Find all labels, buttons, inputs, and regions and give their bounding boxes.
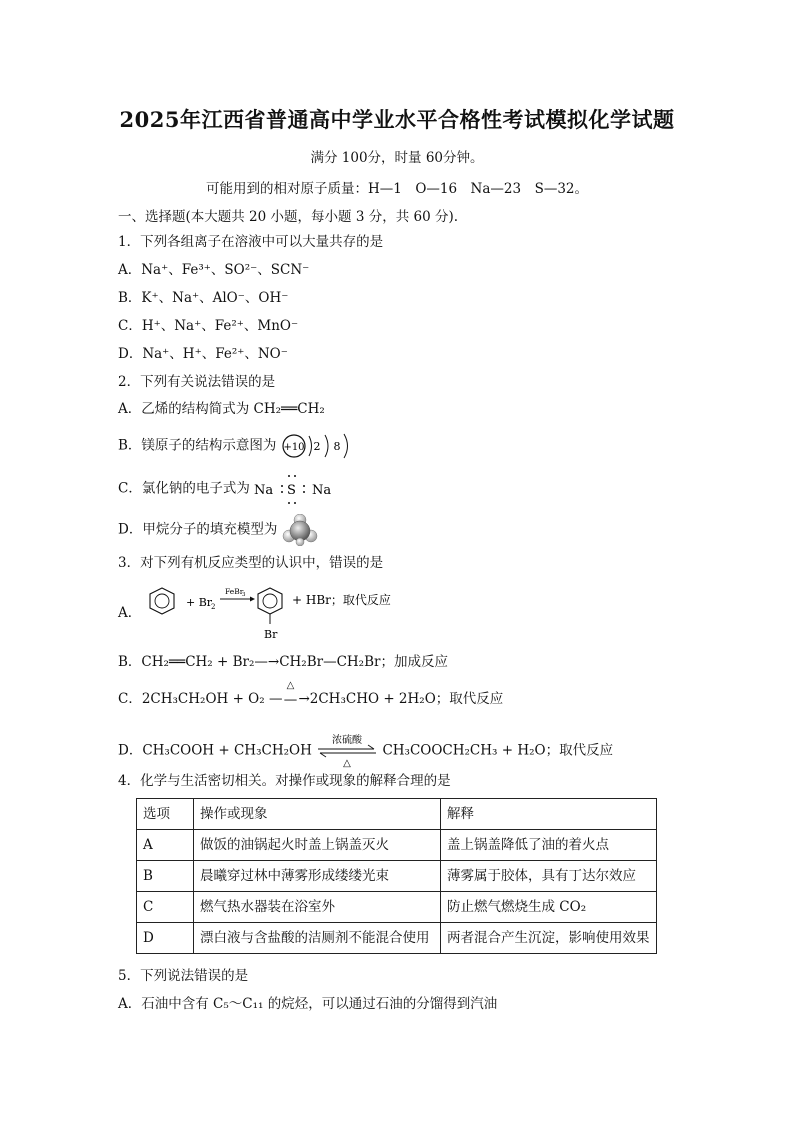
q2-option-c [118,472,334,506]
score-time-note: 满分 100分，时量 60分钟。 [310,150,484,166]
q4-stem: 4．化学与生活密切相关。对操作或现象的解释合理的是 [118,773,451,789]
q1-option-b: B．K⁺、Na⁺、AlO⁻、OH⁻ [118,290,289,306]
electron-formula [254,472,334,506]
table-cell: 盖上锅盖降低了油的着火点 [441,830,657,861]
q2-option-b-label: B．镁原子的结构示意图为 [118,437,277,454]
table-header-row [137,799,657,830]
q3-option-c-condition-box: △ — [282,691,298,709]
table-cell: 晨曦穿过林中薄雾形成缕缕光束 [194,861,441,892]
table-cell: A [137,830,194,861]
table-cell: 做饭的油锅起火时盖上锅盖灭火 [194,830,441,861]
q3-option-c [118,679,504,709]
table-header-explanation: 解释 [441,799,657,830]
q4-table [136,798,657,954]
electron-formula-left-na: Na [254,483,274,498]
reactant-br2: + Br [186,596,213,609]
atomic-mass-note: 可能用到的相对原子质量：H—1 O—16 Na—23 S—32。 [205,181,589,197]
q3-option-d [118,734,613,768]
q3-option-a-label: A． [118,605,142,621]
q3-option-c-right: →2CH₃CHO + 2H₂O；取代反应 [298,691,504,707]
catalyst-label: FeBr [225,587,244,596]
reversible-arrow [316,734,378,768]
product-br-label: Br [264,628,278,641]
table-cell: 防止燃气燃烧生成 CO₂ [441,892,657,923]
reversible-arrow-bottom-label: △ [343,758,351,768]
table-cell: 漂白液与含盐酸的洁厕剂不能混合使用 [194,923,441,954]
q3-option-c-left: C．2CH₃CH₂OH + O₂ — [118,691,283,707]
q5-stem: 5．下列说法错误的是 [118,968,249,984]
q1-option-c: C．H⁺、Na⁺、Fe²⁺、MnO⁻ [118,318,299,334]
q2-option-d-label: D．甲烷分子的填充模型为 [118,521,278,538]
table-row [137,892,657,923]
q2-stem: 2．下列有关说法错误的是 [118,374,276,390]
atom-nucleus-label: +10 [283,442,305,453]
q3-option-d-left: D．CH₃COOH + CH₃CH₂OH [118,742,312,759]
electron-formula-s: S [287,483,297,498]
table-row [137,861,657,892]
section-heading: 一、选择题(本大题共 20 小题，每小题 3 分，共 60 分). [118,209,459,225]
atom-structure-diagram [281,431,356,461]
q1-option-a: A．Na⁺、Fe³⁺、SO²⁻、SCN⁻ [118,262,310,278]
atom-shell-1: 2 [313,440,321,453]
benzene-ring-icon [150,588,174,614]
table-cell: 薄雾属于胶体，具有丁达尔效应 [441,861,657,892]
table-cell: 燃气热水器装在浴室外 [194,892,441,923]
atom-shell-2: 8 [333,440,341,453]
table-row [137,830,657,861]
q3-stem: 3．对下列有机反应类型的认识中，错误的是 [118,555,384,571]
reversible-arrow-top-label: 浓硫酸 [332,735,363,746]
page-title: 2025年江西省普通高中学业水平合格性考试模拟化学试题 [119,107,675,132]
benzene-reaction-diagram [146,584,416,642]
table-cell: 两者混合产生沉淀，影响使用效果 [441,923,657,954]
product-hbr: + HBr；取代反应 [292,593,391,607]
table-header-operation: 操作或现象 [194,799,441,830]
electron-formula-right-na: Na [312,483,332,498]
heat-symbol: △ [286,679,295,691]
table-cell: D [137,923,194,954]
reactant-br2-sub: 2 [211,603,216,611]
table-header-option: 选项 [137,799,194,830]
q2-option-a: A．乙烯的结构简式为 CH₂══CH₂ [118,401,325,417]
table-row [137,923,657,954]
catalyst-sub: 3 [242,592,246,598]
q2-option-d [118,514,318,546]
q2-option-c-label: C．氯化钠的电子式为 [118,480,250,497]
q1-option-d: D．Na⁺、H⁺、Fe²⁺、NO⁻ [118,346,288,362]
q1-stem: 1．下列各组离子在溶液中可以大量共存的是 [118,234,384,250]
q2-option-b [118,431,356,461]
bromobenzene-ring-icon [258,588,282,614]
table-cell: C [137,892,194,923]
table-cell: B [137,861,194,892]
q5-option-a: A．石油中含有 C₅～C₁₁ 的烷烃，可以通过石油的分馏得到汽油 [118,996,498,1012]
methane-model-image [282,514,318,546]
q3-option-b: B．CH₂══CH₂ + Br₂—→CH₂Br—CH₂Br；加成反应 [118,654,448,670]
q3-option-d-right: CH₃COOCH₂CH₃ + H₂O；取代反应 [382,742,614,759]
